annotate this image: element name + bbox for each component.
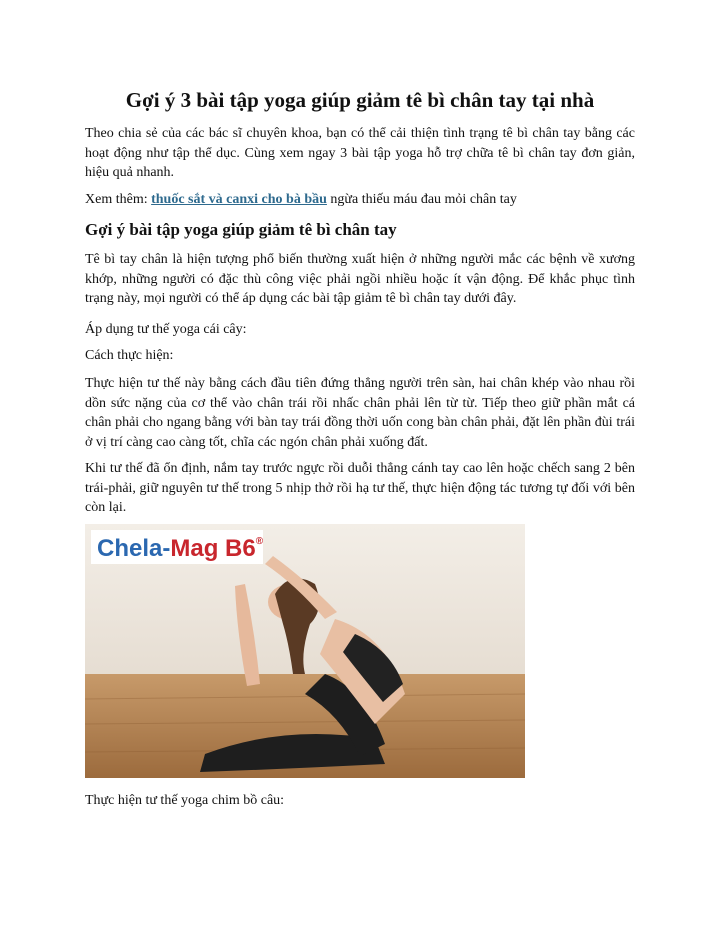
brand-prefix: Chela- (97, 535, 171, 562)
intro-paragraph: Theo chia sẻ của các bác sĩ chuyên khoa, bạn có thể cải thiện tình trạng tê bì chân tay bằng các hoạt động như tập thể dục. Cùng xem ngay 3 bài tập yoga hỗ trợ chữa tê bì chân tay đơn giản, hiệu quả nhanh. (85, 126, 635, 180)
svg-text:Chela-Mag B6® (97, 535, 264, 562)
paragraph-3: Cách thực hiện: (85, 348, 174, 363)
paragraph-2: Áp dụng tư thế yoga cái cây: (85, 322, 247, 337)
yoga-photo (85, 524, 525, 778)
image-caption: Thực hiện tư thế yoga chim bồ câu: (85, 793, 285, 808)
brand-trademark: ® (255, 536, 264, 547)
brand-suffix: Mag B6 (170, 535, 256, 562)
see-more-link[interactable]: thuốc sắt và canxi cho bà bầu (151, 192, 327, 207)
yoga-photo-illustration (85, 524, 525, 778)
article-title: Gợi ý 3 bài tập yoga giúp giảm tê bì chân tay tại nhà (125, 88, 595, 112)
see-more-suffix: ngừa thiếu máu đau mỏi chân tay (326, 192, 517, 207)
paragraph-1: Tê bì tay chân là hiện tượng phổ biến thường xuất hiện ở những người mắc các bệnh về xương khớp, những người có đặc thù công việc phải ngồi nhiều hoặc ít vận động. Để khắc phục tình trạng này, mọi người có thể áp dụng các bài tập giảm tê bì chân tay dưới đây. (85, 252, 635, 306)
paragraph-4: Thực hiện tư thế này bằng cách đầu tiên đứng thẳng người trên sàn, hai chân khép vào nhau rồi dồn sức nặng của cơ thể vào chân trái rồi nhấc chân phải lên từ từ. Tiếp theo giữ phần mắt cá chân phải cho ngang bằng với bàn tay trái đồng thời uốn cong bàn chân phải, đặt lên phần đùi trái ở vị trí càng cao càng tốt, chĩa các ngón chân phải xuống đất. (85, 376, 635, 450)
paragraph-5: Khi tư thế đã ổn định, nắm tay trước ngực rồi duỗi thẳng cánh tay cao lên hoặc chếch sang 2 bên trái-phải, giữ nguyên tư thế trong 5 nhịp thở rồi hạ tư thế, thực hiện động tác tương tự đối với bên còn lại. (85, 461, 635, 515)
see-more-line (85, 190, 635, 210)
section-heading: Gợi ý bài tập yoga giúp giảm tê bì chân tay (85, 220, 397, 239)
see-more-prefix: Xem thêm: (85, 192, 152, 207)
